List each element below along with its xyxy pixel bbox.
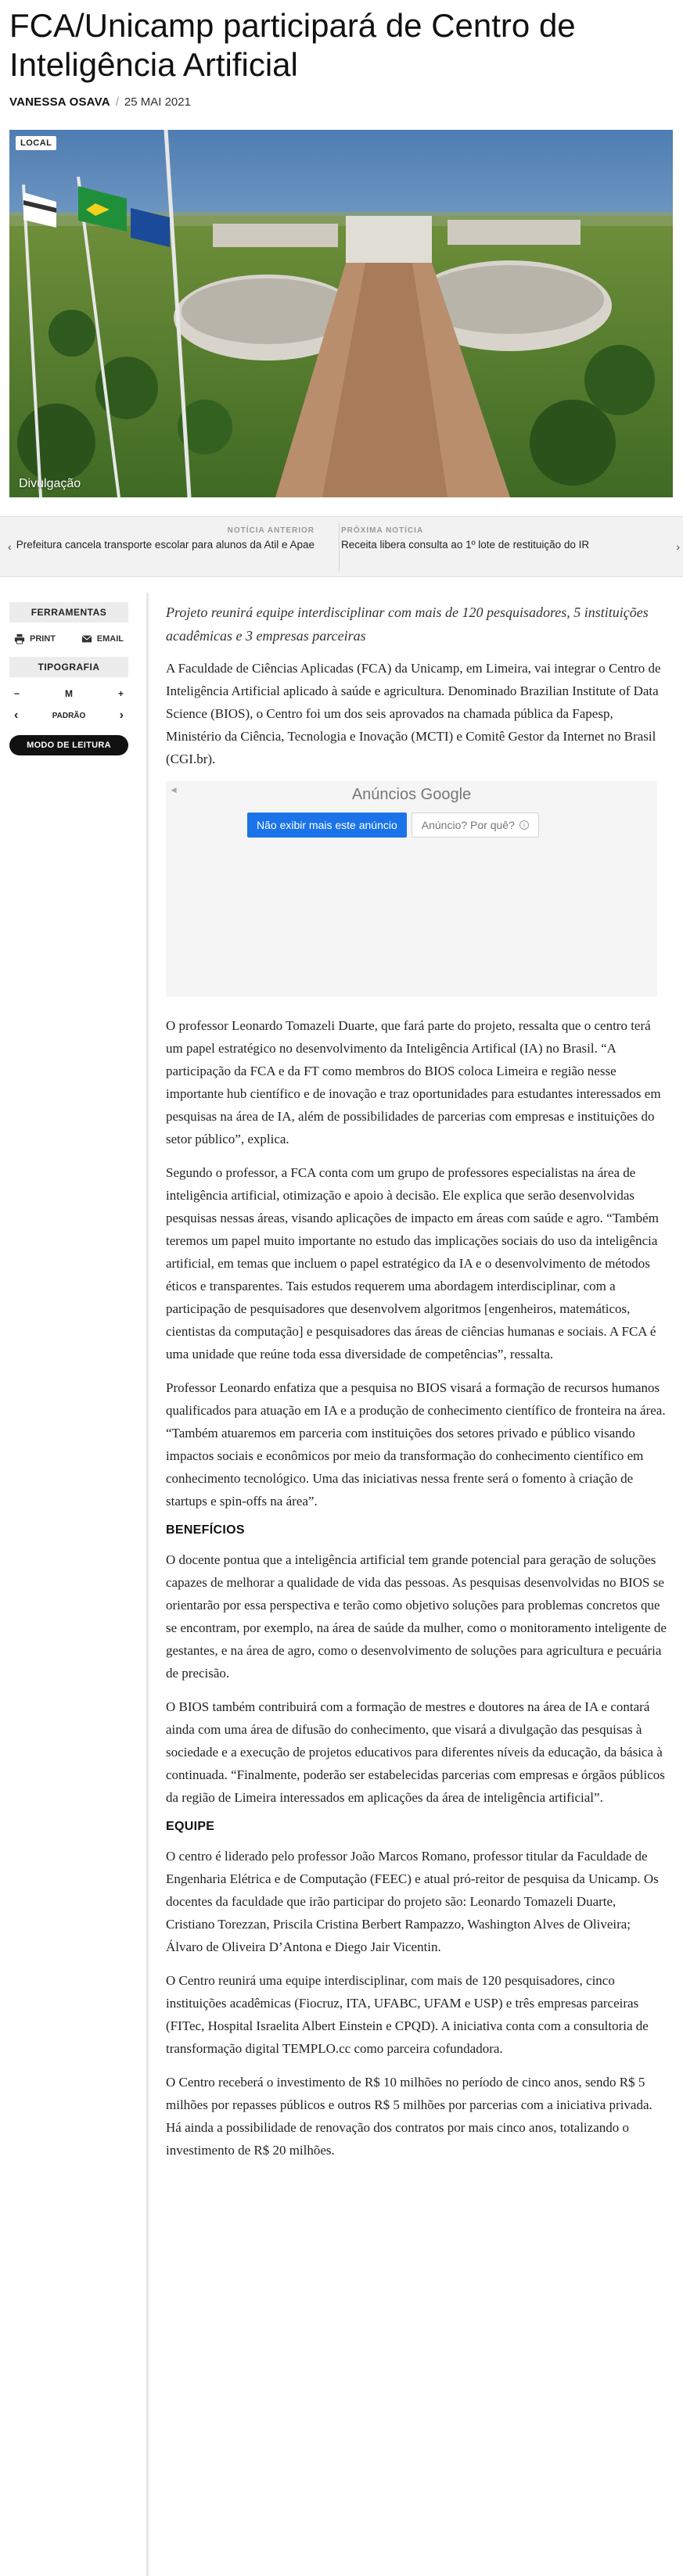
font-size-control (9, 683, 128, 704)
previous-title[interactable]: Prefeitura cancela transporte escolar para alunos da Atil e Apae (16, 539, 315, 551)
font-family-control (9, 704, 128, 727)
next-font-button[interactable]: › (119, 709, 124, 722)
article-content (166, 601, 667, 2172)
publish-date: 25 MAI 2021 (124, 95, 191, 109)
ad-buttons (247, 813, 539, 838)
print-button[interactable] (14, 633, 56, 644)
paragraph: O docente pontua que a inteligência artificial tem grande potencial para geração de soluções capazes de melhorar a qualidade de vida das pessoas. As pesquisas desenvolvidas no BIOS se orientarão por essa perspectiva e terão como objetivo soluções para problemas concretos que se encontram, por exemplo, na área de saúde da mulher, como o monitoramento inteligente de gestantes, e na área de agro, como o desenvolvimento de soluções para agricultura e pecuária de precisão. (166, 1552, 667, 1681)
next-article-link[interactable] (341, 526, 662, 552)
email-label: EMAIL (96, 634, 124, 644)
paragraph: A Faculdade de Ciências Aplicadas (FCA) da Unicamp, em Limeira, vai integrar o Centro de Inteligência Artificial aplicado à saúde e agricultura. Denominado Brazilian Institute of Data Science (BIOS), o Centro foi um dos seis aprovados na chamada pública da Fapesp, Ministério da Ciência, Tecnologia e Inovação (MCTI) e Comitê Gestor da Internet no Brasil (CGI.br). (166, 661, 661, 766)
share-row (9, 629, 128, 649)
email-button[interactable] (81, 633, 124, 644)
article-title: FCA/Unicamp participará de Centro de Inteligência Artificial (9, 7, 576, 83)
next-title[interactable]: Receita libera consulta ao 1º lote de restituição do IR (341, 539, 590, 551)
google-ad-slot (166, 781, 657, 997)
hero-image (9, 130, 673, 497)
print-label: PRINT (30, 634, 56, 644)
paragraph: O Centro receberá o investimento de R$ 10 milhões no período de cinco anos, sendo R$ 5 milhões por repasses públicos e outros R$ 5 milhões por parcerias com a iniciativa privada. Há ainda a possibilidade de renovação dos contratos por mais cinco anos, totalizando o investimento de R$ 20 milhões. (166, 2075, 652, 2158)
paragraph: O professor Leonardo Tomazeli Duarte, que fará parte do projeto, ressalta que o centro terá um papel estratégico no desenvolvimento da Inteligência Artifical (IA) no Brasil. “A participação da FCA e da FT como membros do BIOS coloca Limeira e região nesse importante hub científico e de inovação e traz oportunidades para estudantes interessados em pesquisas na área de IA, além de possibilidades de parcerias com empresas e instituições do setor público”, explica. (166, 1018, 661, 1146)
info-icon: i (519, 820, 529, 830)
ad-label: Anúncios Google (351, 786, 472, 803)
meta-separator: / (115, 95, 119, 109)
photo-credit: Divulgação (19, 477, 81, 490)
prev-next-nav (0, 516, 683, 577)
chevron-left-icon[interactable]: ‹ (8, 540, 12, 553)
author-name[interactable]: VANESSA OSAVA (9, 95, 110, 109)
paragraph: O BIOS também contribuirá com a formação de mestres e doutores na área de IA e contará ainda com uma área de difusão do conhecimento, que visará a divulgação das pesquisas à sociedade e a execução de projetos educativos para diferentes níveis da educação, da básica à continuada. “Finalmente, poderão ser estabelecidas parcerias com empresas e órgãos públicos da região de Limeira interessados em aplicações da área de inteligência artificial”. (166, 1699, 665, 1805)
printer-icon (14, 633, 25, 644)
nav-divider (339, 523, 340, 572)
article-lede: Projeto reunirá equipe interdisciplinar com mais de 120 pesquisadores, 5 instituições acadêmicas e 3 empresas parceiras (166, 605, 649, 644)
typography-heading: TIPOGRAFIA (9, 657, 128, 677)
paragraph: O centro é liderado pelo professor João Marcos Romano, professor titular da Faculdade de Engenharia Elétrica e de Computação (FEEC) e atual pró-reitor de pesquisa da Unicamp. Os docentes da faculdade que irão participar do projeto são: Leonardo Tomazeli Duarte, Cristiano Torezzan, Priscila Cristina Berbert Rampazzo, Washington Alves de Oliveira; Álvaro de Oliveira D’Antona e Diego Jair Vicentin. (166, 1849, 659, 1954)
reading-mode-button[interactable]: MODO DE LEITURA (9, 735, 128, 755)
decrease-size-button[interactable]: − (14, 688, 20, 699)
previous-kicker: NOTÍCIA ANTERIOR (227, 526, 315, 535)
section-heading-benefits: BENEFÍCIOS (166, 1523, 245, 1537)
increase-size-button[interactable]: + (117, 688, 124, 699)
article-meta (9, 95, 191, 109)
why-ad-label: Anúncio? Por quê? (421, 819, 515, 831)
ad-back-icon[interactable]: ◄ (169, 784, 178, 795)
paragraph: O Centro reunirá uma equipe interdisciplinar, com mais de 120 pesquisadores, cinco instituições acadêmicas (Fiocruz, ITA, UFABC, UFAM e USP) e três empresas parceiras (FITec, Hospital Israelita Albert Einstein e CPQD). A iniciativa conta com a consultoria de transformação digital TEMPLO.cc como parceira cofundadora. (166, 1973, 649, 2056)
tools-sidebar (9, 602, 128, 755)
font-size-value: M (65, 688, 73, 699)
paragraph: Professor Leonardo enfatiza que a pesquisa no BIOS visará a formação de recursos humanos qualificados para atuação em IA e a produção de conhecimento científico de fronteira na área. “Também atuaremos em parceria com instituições dos setores privado e público visando impactos sociais e econômicos por meio da transformação do conhecimento científico em conhecimento tecnológico. Uma das iniciativas nessa frente será o fomento à criação de startups e spin-offs na área”. (166, 1380, 666, 1509)
previous-article-link[interactable] (0, 526, 321, 552)
next-kicker: PRÓXIMA NOTÍCIA (341, 526, 424, 535)
category-tag[interactable]: LOCAL (16, 136, 56, 150)
font-family-value: PADRÃO (52, 711, 86, 720)
section-heading-team: EQUIPE (166, 1820, 215, 1833)
tools-heading: FERRAMENTAS (9, 602, 128, 622)
paragraph: Segundo o professor, a FCA conta com um grupo de professores especialistas na área de inteligência artificial, otimização e apoio à decisão. Ele explica que serão desenvolvidas pesquisas nessas áreas, visando aplicações de impacto em áreas com saúde e agro. “Também teremos um papel muito importante no estudo das implicações sociais do uso da inteligência artificial, em temas que incluem o papel estratégico da IA e o desenvolvimento de métodos éticos e transparentes. Tais estudos requerem uma abordagem interdisciplinar, com a participação de pesquisadores que desenvolvem algoritmos [engenheiros, matemáticos, cientistas da computação] e pesquisadores das áreas de ciências humanas e sociais. A FCA é uma unidade que reúne toda essa diversidade de competências”, ressalta. (166, 1165, 659, 1362)
article-body (146, 593, 683, 2576)
envelope-icon (81, 633, 92, 644)
previous-font-button[interactable]: ‹ (14, 709, 19, 722)
campus-aerial-photo (9, 130, 673, 497)
stop-ad-button[interactable]: Não exibir mais este anúncio (247, 813, 407, 838)
chevron-right-icon[interactable]: › (676, 540, 680, 553)
why-ad-button[interactable] (412, 813, 539, 838)
